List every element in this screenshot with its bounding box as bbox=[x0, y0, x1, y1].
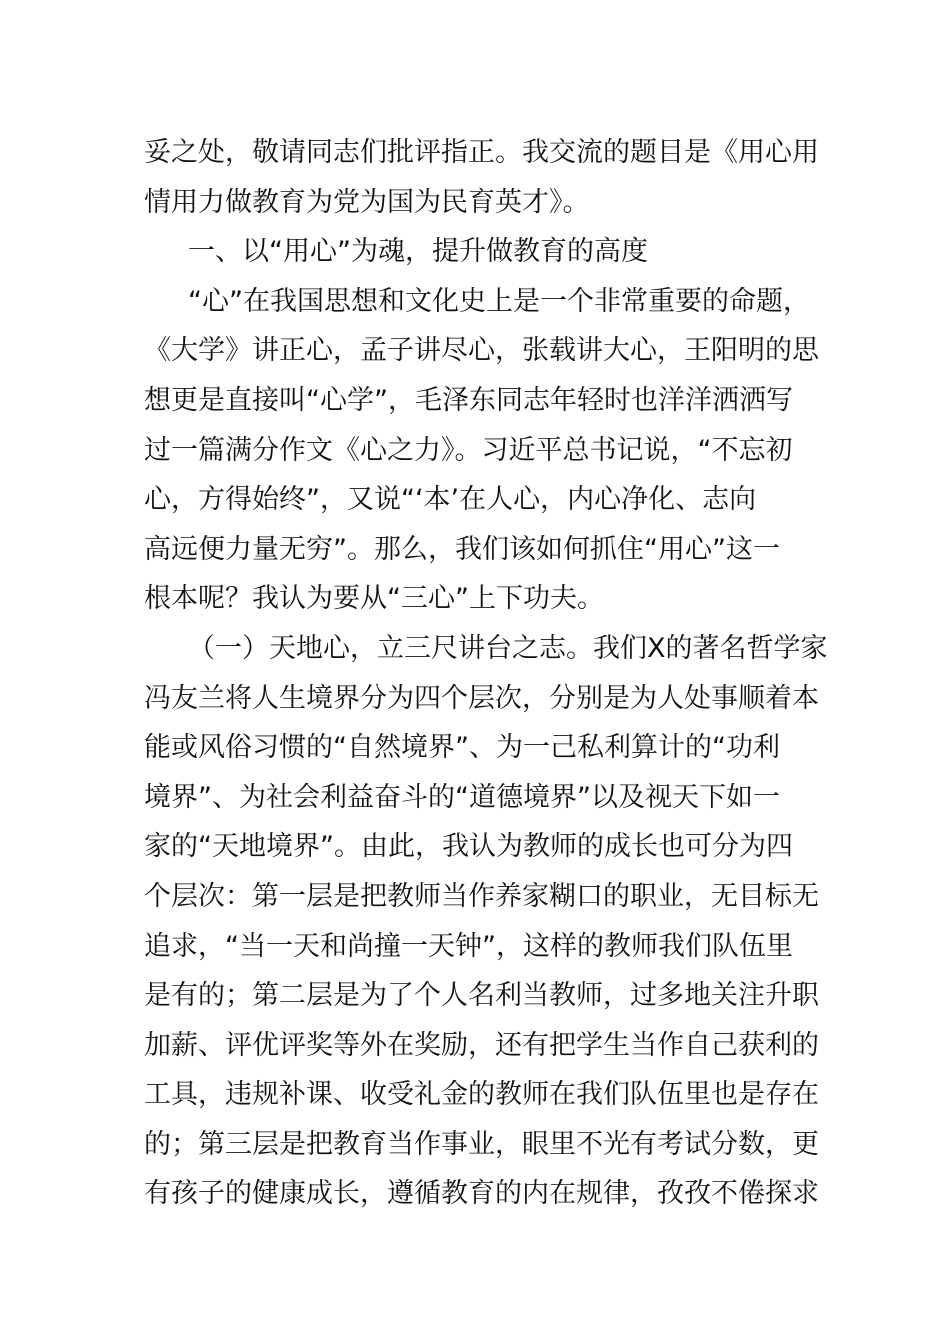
text-line: 是有的；第二层是为了个人名利当教师，过多地关注升职 bbox=[144, 980, 819, 1012]
text-line: 有孩子的健康成长，遵循教育的内在规律，孜孜不倦探求 bbox=[144, 1178, 819, 1210]
text-line: 个层次：第一层是把教师当作养家糊口的职业，无目标无 bbox=[144, 880, 819, 912]
text-line: 追求，“当一天和尚撞一天钟”，这样的教师我们队伍里 bbox=[144, 930, 793, 962]
text-line: 加薪、评优评奖等外在奖励，还有把学生当作自己获利的 bbox=[144, 1029, 819, 1061]
text-line: 根本呢？我认为要从“三心”上下功夫。 bbox=[144, 583, 604, 615]
text-line: 境界”、为社会利益奋斗的“道德境界”以及视天下如一 bbox=[144, 781, 780, 813]
text-line: 冯友兰将人生境界分为四个层次，分别是为人处事顺着本 bbox=[144, 682, 819, 714]
text-line: 心，方得始终”，又说“‘本’在人心，内心净化、志向 bbox=[144, 484, 757, 516]
text-line: 情用力做教育为党为国为民育英才》。 bbox=[144, 186, 590, 218]
document-body bbox=[144, 128, 828, 1219]
text-line: 的；第三层是把教育当作事业，眼里不光有考试分数，更 bbox=[144, 1128, 819, 1160]
text-line: 《大学》讲正心，孟子讲尽心，张载讲大心，王阳明的思 bbox=[144, 335, 819, 367]
text-line: 工具，违规补课、收受礼金的教师在我们队伍里也是存在 bbox=[144, 1079, 819, 1111]
text-line: 妥之处，敬请同志们批评指正。我交流的题目是《用心用 bbox=[144, 137, 819, 168]
text-line: 能或风俗习惯的“自然境界”、为一己私利算计的“功利 bbox=[144, 732, 780, 764]
text-line: “心”在我国思想和文化史上是一个非常重要的命题， bbox=[188, 285, 810, 317]
text-line: 想更是直接叫“心学”，毛泽东同志年轻时也洋洋洒洒写 bbox=[144, 384, 793, 416]
subsection-heading-line: （一）天地心，立三尺讲台之志。我们X的著名哲学家 bbox=[188, 632, 828, 664]
text-line: 高远便力量无穷”。那么，我们该如何抓住“用心”这一 bbox=[144, 533, 780, 565]
text-line: 家的“天地境界”。由此，我认为教师的成长也可分为四 bbox=[144, 831, 793, 863]
text-line: 过一篇满分作文《心之力》。习近平总书记说，“不忘初 bbox=[144, 434, 793, 466]
section-heading: 一、以“用心”为魂，提升做教育的高度 bbox=[188, 236, 648, 268]
